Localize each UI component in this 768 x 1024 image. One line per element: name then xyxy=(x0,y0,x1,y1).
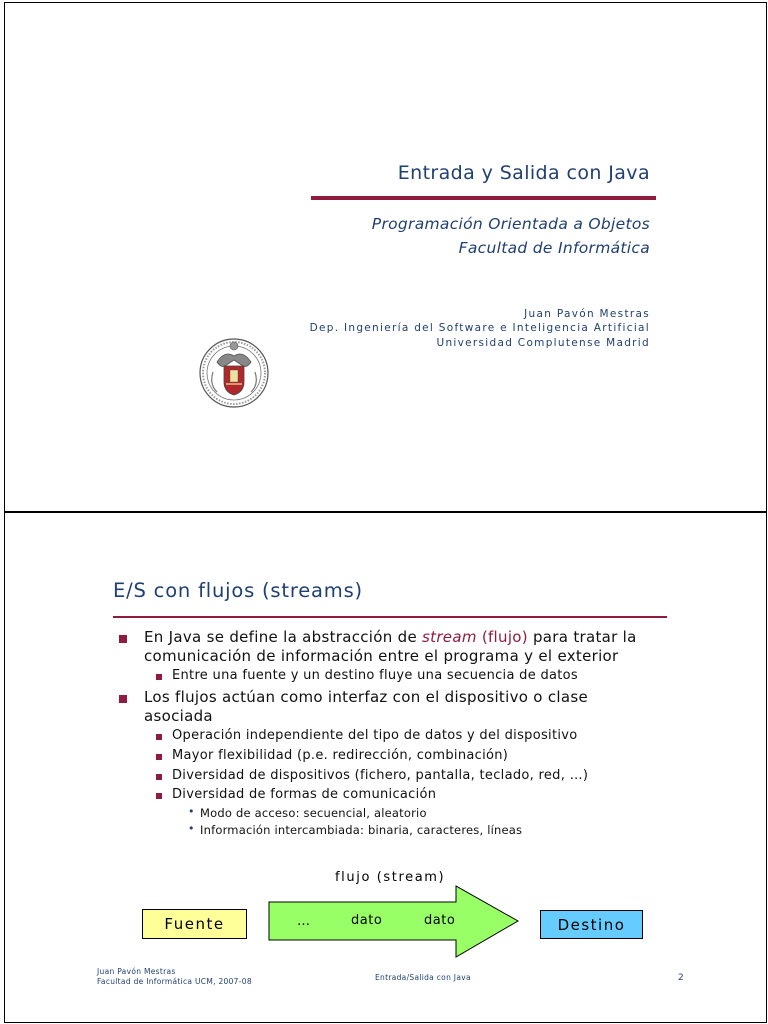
bullet-square-icon xyxy=(156,734,162,740)
page-number: 2 xyxy=(678,973,685,983)
source-box: Fuente xyxy=(142,909,247,939)
bullet-2-line-1: Los flujos actúan como interfaz con el dispositivo o clase xyxy=(144,688,588,706)
bullet-1-line-2: comunicación de información entre el programa y el exterior xyxy=(144,647,619,665)
bullet-dot-icon: • xyxy=(188,805,195,818)
bullet-1-text: En Java se define la abstracción de xyxy=(144,628,423,646)
title-rule xyxy=(113,616,667,618)
title-rule xyxy=(311,196,656,200)
faculty-name: Facultad de Informática xyxy=(458,239,650,257)
bullet-2-line-2: asociada xyxy=(144,707,213,725)
bullet-square-icon xyxy=(156,674,162,680)
presentation-title: Entrada y Salida con Java xyxy=(397,162,650,184)
bullet-square-icon xyxy=(156,754,162,760)
ellipsis-text: … xyxy=(297,914,311,929)
content-slide xyxy=(4,512,767,1023)
sub-bullet: Diversidad de dispositivos (fichero, pantalla, teclado, red, …) xyxy=(172,768,589,783)
sub-bullet: Entre una fuente y un destino fluye una secuencia de datos xyxy=(172,668,578,683)
footer-course: Entrada/Salida con Java xyxy=(375,973,471,982)
university-name: Universidad Complutense Madrid xyxy=(436,337,650,349)
data-label-1: dato xyxy=(351,913,383,928)
course-name: Programación Orientada a Objetos xyxy=(371,215,650,233)
sub-bullet: Diversidad de formas de comunicación xyxy=(172,787,437,802)
author-name: Juan Pavón Mestras xyxy=(524,308,650,320)
sub-sub-bullet: Modo de acceso: secuencial, aleatorio xyxy=(200,806,427,820)
sub-bullet: Operación independiente del tipo de datos y del dispositivo xyxy=(172,728,578,743)
slide-title: E/S con flujos (streams) xyxy=(113,579,363,602)
footer-author: Juan Pavón Mestras xyxy=(97,967,176,976)
department-name: Dep. Ingeniería del Software e Inteligencia Artificial xyxy=(309,322,650,334)
bullet-1-text-end: para tratar la xyxy=(527,628,637,646)
bullet-square-icon xyxy=(156,774,162,780)
destination-box: Destino xyxy=(540,910,643,939)
bullet-square-icon xyxy=(156,793,162,799)
stream-term: stream xyxy=(422,628,477,646)
title-slide xyxy=(4,2,767,512)
sub-sub-bullet: Información intercambiada: binaria, caracteres, líneas xyxy=(200,823,523,837)
data-label-2: dato xyxy=(424,913,456,928)
bullet-1-line-1 xyxy=(144,628,637,646)
sub-bullet: Mayor flexibilidad (p.e. redirección, combinación) xyxy=(172,748,509,763)
bullet-square-icon xyxy=(119,695,127,703)
flow-label: flujo (stream) xyxy=(335,870,446,885)
bullet-square-icon xyxy=(119,635,127,643)
bullet-dot-icon: • xyxy=(188,822,195,835)
flujo-term: (flujo) xyxy=(476,628,528,646)
footer-faculty: Facultad de Informática UCM, 2007-08 xyxy=(97,977,252,986)
university-seal-icon xyxy=(197,332,271,412)
